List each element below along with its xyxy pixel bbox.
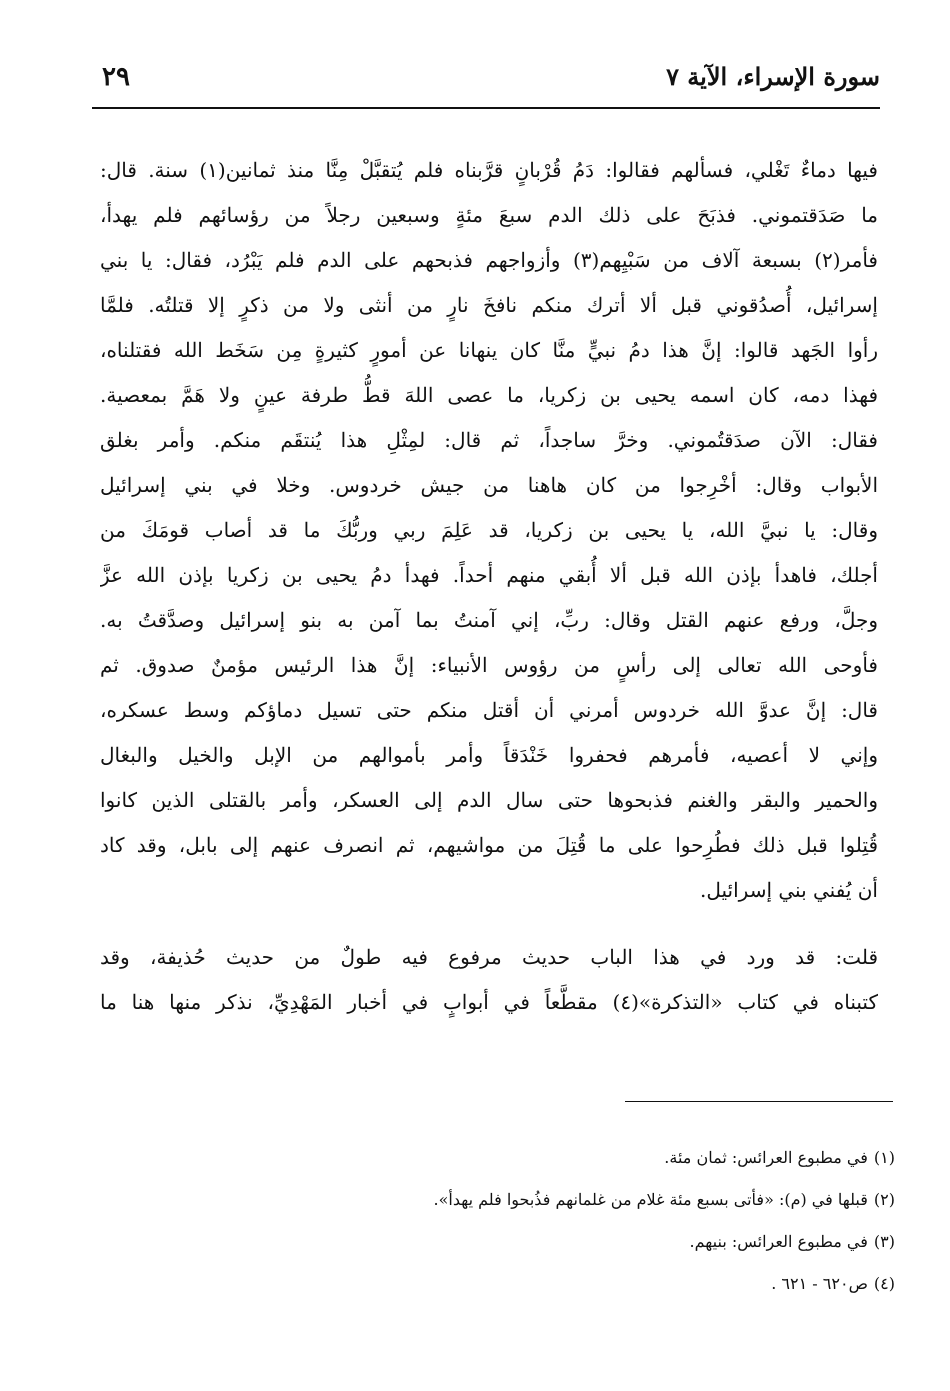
text-line: وإني لا أعصيه، فأمرهم فحفروا خَنْدَقاً وأمر بأموالهم من الإبل والخيل والبغال bbox=[100, 743, 878, 767]
text-line: وجلَّ، ورفع عنهم القتل وقال: ربِّ، إني آمنتُ بما آمن به بنو إسرائيل وصدَّقتُ به. bbox=[100, 608, 878, 632]
footnote-rule bbox=[625, 1101, 893, 1102]
footnote-number: (٣) bbox=[873, 1232, 895, 1251]
paragraph-gap bbox=[100, 913, 878, 935]
page-number: ٢٩ bbox=[102, 62, 130, 92]
footnote-number: (٤) bbox=[873, 1274, 895, 1293]
text-line: الأبواب وقال: أخْرِجوا من كان هاهنا من جيش خردوس. وخلا في بني إسرائيل bbox=[100, 473, 878, 497]
text-line: والحمير والبقر والغنم فذبحوها حتى سال الدم إلى العسكر، وأمر بالقتلى الذين كانوا bbox=[100, 788, 878, 812]
text-line: قلت: قد ورد في هذا الباب حديث مرفوع فيه طولٌ من حديث حُذيفة، وقد bbox=[100, 945, 878, 969]
main-text bbox=[100, 148, 878, 1025]
text-line: قال: إنَّ عدوَّ الله خردوس أمرني أن أقتل منكم حتى تسيل دماؤكم وسط عسكره، bbox=[100, 698, 878, 722]
text-line: إسرائيل، أُصدُقوني قبل ألا أترك منكم نافخَ نارٍ من أنثى ولا من ذكرٍ إلا قتلتُه. فلمَّا bbox=[100, 293, 878, 317]
footnote bbox=[100, 1224, 895, 1266]
page-header bbox=[92, 52, 880, 102]
text-line: رأوا الجَهد قالوا: إنَّ هذا دمُ نبيٍّ منَّا كان ينهانا عن أمورٍ كثيرةٍ مِن سَخَط الله فقتلناه، bbox=[100, 338, 878, 362]
footnote-text: ص٦٢٠ - ٦٢١ . bbox=[771, 1274, 868, 1293]
footnotes bbox=[100, 1140, 895, 1308]
text-line: أن يُفني بني إسرائيل. bbox=[700, 878, 878, 902]
text-line: وقال: يا نبيَّ الله، يا يحيى بن زكريا، قد عَلِمَ ربي وربُّكَ ما قد أصاب قومَكَ من bbox=[100, 518, 878, 542]
text-line: قُتِلوا قبل ذلك فطُرِحوا على ما قُتِلَ من مواشيهم، ثم انصرف عنهم إلى بابل، وقد كاد bbox=[100, 833, 878, 857]
footnote bbox=[100, 1266, 895, 1308]
text-line: فقال: الآن صدَقتُموني. وخرَّ ساجداً، ثم قال: لمِثْلِ هذا يُنتقَم منكم. وأمر بغلق bbox=[100, 428, 878, 452]
footnote bbox=[100, 1140, 895, 1182]
text-line: فهذا دمه، كان اسمه يحيى بن زكريا، ما عصى اللهَ قطُّ طرفة عينٍ ولا هَمَّ بمعصية. bbox=[100, 383, 878, 407]
footnote-number: (١) bbox=[873, 1148, 895, 1167]
footnote-text: قبلها في (م): «فأتى بسبع مئة غلام من غلمانهم فذُبحوا فلم يهدأ». bbox=[433, 1190, 868, 1209]
footnote-text: في مطبوع العرائس: بنيهم. bbox=[689, 1232, 868, 1251]
text-line: فيها دماءٌ تَغْلي، فسألهم فقالوا: دَمُ قُرْبانٍ قرَّبناه فلم يُتقبَّلْ مِنَّا منذ ثمانين(١) سنة. قال: bbox=[100, 158, 878, 182]
footnote-number: (٢) bbox=[873, 1190, 895, 1209]
footnote-text: في مطبوع العرائس: ثمان مئة. bbox=[664, 1148, 868, 1167]
text-line: أجلك، فاهدأ بإذن الله قبل ألا أُبقي منهم أحداً. فهدأ دمُ يحيى بن زكريا بإذن الله عزَّ bbox=[100, 563, 878, 587]
text-line: كتبناه في كتاب «التذكرة»(٤) مقطَّعاً في أبوابٍ في أخبار المَهْدِيِّ، نذكر منها هنا ما bbox=[100, 990, 878, 1014]
footnote bbox=[100, 1182, 895, 1224]
header-rule bbox=[92, 107, 880, 109]
running-title: سورة الإسراء، الآية ٧ bbox=[666, 62, 880, 91]
text-line: فأوحى الله تعالى إلى رأسٍ من رؤوس الأنبياء: إنَّ هذا الرئيس مؤمنٌ صدوق. ثم bbox=[100, 653, 878, 677]
text-line: ما صَدَقتموني. فذبَحَ على ذلك الدم سبعَ مئةٍ وسبعين رجلاً من رؤسائهم فلم يهدأ، bbox=[100, 203, 878, 227]
text-line: فأمر(٢) بسبعة آلاف من سَبْيِهم(٣) وأزواجهم فذبحهم على الدم فلم يَبْرُد، فقال: يا بني bbox=[100, 248, 878, 272]
